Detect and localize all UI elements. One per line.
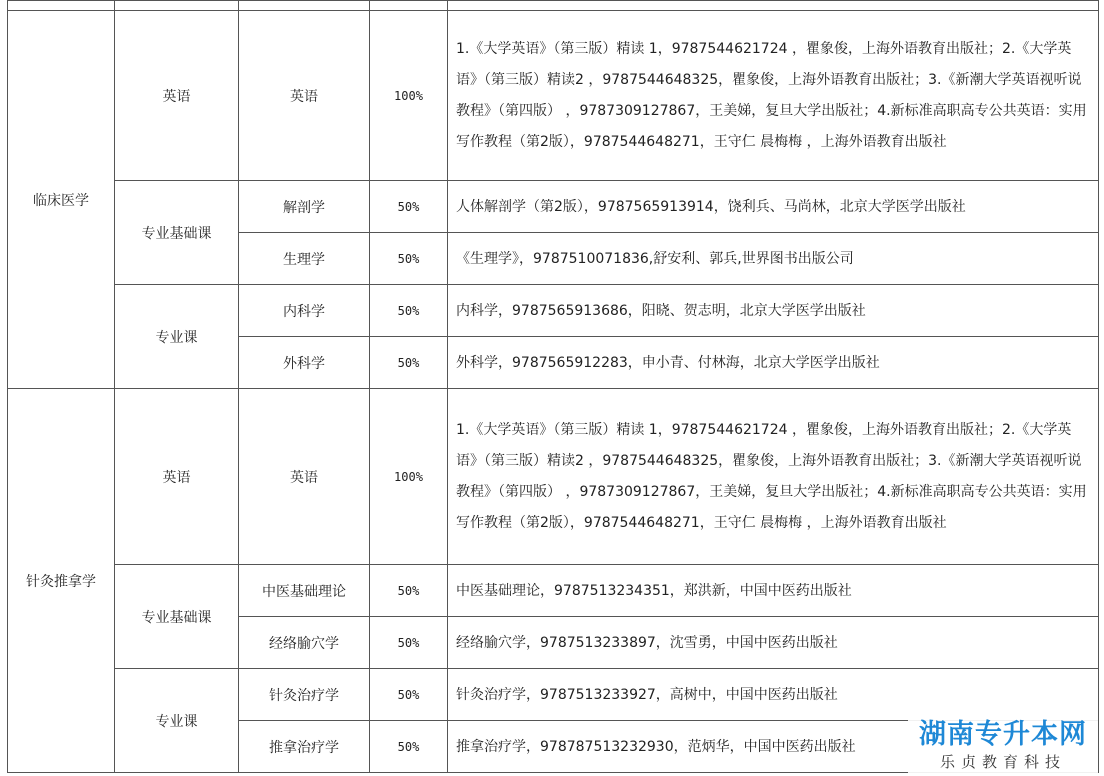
weight-cell: 50% (370, 233, 448, 285)
textbook-cell: 《生理学》，9787510071836,舒安利、郭兵,世界图书出版公司 (448, 233, 1099, 285)
weight-cell: 100% (370, 11, 448, 181)
top-edge-cell (8, 1, 115, 11)
weight-cell: 50% (370, 721, 448, 773)
category-cell: 专业基础课 (115, 181, 239, 285)
course-cell: 外科学 (239, 337, 370, 389)
textbook-cell: 经络腧穴学，9787513233897，沈雪勇，中国中医药出版社 (448, 617, 1099, 669)
weight-cell: 50% (370, 617, 448, 669)
watermark-title: 湖南专升本网 (919, 719, 1087, 750)
textbook-cell: 人体解剖学（第2版），9787565913914，饶利兵、马尚林，北京大学医学出版社 (448, 181, 1099, 233)
weight-cell: 50% (370, 285, 448, 337)
category-cell: 专业基础课 (115, 565, 239, 669)
course-cell: 推拿治疗学 (239, 721, 370, 773)
table-row (8, 11, 1099, 181)
textbook-cell: 外科学，9787565912283，申小青、付林海，北京大学医学出版社 (448, 337, 1099, 389)
major-cell: 针灸推拿学 (8, 389, 115, 773)
weight-cell: 50% (370, 565, 448, 617)
table-row (8, 389, 1099, 565)
table-row (8, 181, 1099, 233)
table-row (8, 669, 1099, 721)
course-cell: 解剖学 (239, 181, 370, 233)
course-cell: 生理学 (239, 233, 370, 285)
exam-syllabus-table (7, 0, 1099, 773)
major-cell: 临床医学 (8, 11, 115, 389)
table-row (8, 285, 1099, 337)
textbook-cell: 内科学，9787565913686，阳晓、贺志明，北京大学医学出版社 (448, 285, 1099, 337)
top-edge-cell (370, 1, 448, 11)
top-edge-cell (448, 1, 1099, 11)
course-cell: 英语 (239, 389, 370, 565)
top-edge-cell (239, 1, 370, 11)
course-cell: 针灸治疗学 (239, 669, 370, 721)
top-edge-cell (115, 1, 239, 11)
weight-cell: 50% (370, 669, 448, 721)
course-cell: 经络腧穴学 (239, 617, 370, 669)
table-top-edge-row (8, 1, 1099, 11)
category-cell: 英语 (115, 389, 239, 565)
textbook-cell: 1.《大学英语》（第三版）精读 1，9787544621724 ，瞿象俊，上海外语教育出版社；2.《大学英语》（第三版）精读2 ，9787544648325，瞿象俊，上海外语教育出版社；3.《新潮大学英语视听说教程》（第四版） ，9787309127867，王美娣，复旦大学出版社；4.新标准高职高专公共英语：实用写作教程（第2版），9787544648271，王守仁 晨梅梅 ，上海外语教育出版社 (448, 389, 1099, 565)
textbook-cell: 推拿治疗学，978787513232930，范炳华，中国中医药出版社 (448, 721, 1099, 773)
table-row (8, 565, 1099, 617)
course-cell: 中医基础理论 (239, 565, 370, 617)
textbook-cell: 针灸治疗学，9787513233927，高树中，中国中医药出版社 (448, 669, 1099, 721)
course-cell: 内科学 (239, 285, 370, 337)
category-cell: 专业课 (115, 285, 239, 389)
weight-cell: 50% (370, 181, 448, 233)
category-cell: 专业课 (115, 669, 239, 773)
weight-cell: 100% (370, 389, 448, 565)
category-cell: 英语 (115, 11, 239, 181)
course-cell: 英语 (239, 11, 370, 181)
site-watermark (908, 718, 1098, 776)
weight-cell: 50% (370, 337, 448, 389)
textbook-cell: 1.《大学英语》（第三版）精读 1，9787544621724 ，瞿象俊，上海外语教育出版社；2.《大学英语》（第三版）精读2 ，9787544648325，瞿象俊，上海外语教育出版社；3.《新潮大学英语视听说教程》（第四版） ，9787309127867，王美娣，复旦大学出版社；4.新标准高职高专公共英语：实用写作教程（第2版），9787544648271，王守仁 晨梅梅 ，上海外语教育出版社 (448, 11, 1099, 181)
watermark-subtitle: 乐贞教育科技 (939, 753, 1066, 771)
textbook-cell: 中医基础理论，9787513234351，郑洪新，中国中医药出版社 (448, 565, 1099, 617)
